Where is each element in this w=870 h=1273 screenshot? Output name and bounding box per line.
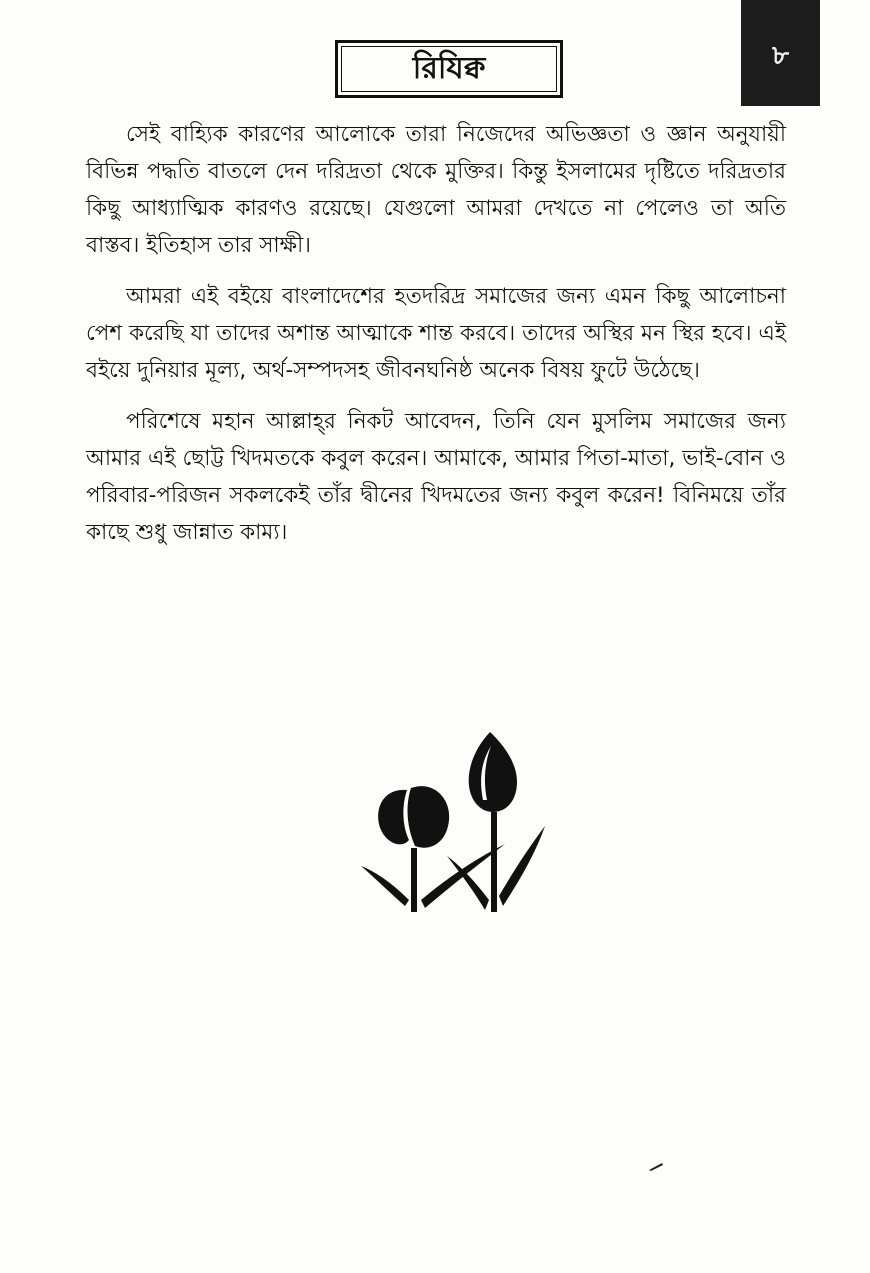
paragraph-3: পরিশেষে মহান আল্লাহ্‌র নিকট আবেদন, তিনি যেন মুসলিম সমাজের জন্য আমার এই ছোট্ট খিদমতকে কবুল করেন। আমাকে, আমার পিতা-মাতা, ভাই-বোন ও পরিবার-পরিজন সকলকেই তাঁর দ্বীনের খিদমতের জন্য কবুল করেন! বিনিময়ে তাঁর কাছে শুধু জান্নাত কাম্য। (86, 409, 786, 545)
chapter-title: রিযিক্ব (412, 51, 486, 86)
page-number: ৮ (772, 41, 789, 71)
page-number-tab (741, 0, 820, 106)
body-text (86, 116, 786, 565)
left-tulip-stem (411, 848, 417, 912)
right-tulip-leaf-right (499, 826, 545, 906)
tulip-ornament-icon (355, 728, 550, 918)
chapter-title-box (335, 40, 563, 98)
paragraph-1: সেই বাহ্যিক কারণের আলোকে তারা নিজেদের অভিজ্ঞতা ও জ্ঞান অনুযায়ী বিভিন্ন পদ্ধতি বাতলে দেন দরিদ্রতা থেকে মুক্তির। কিন্তু ইসলামের দৃষ্টিতে দরিদ্রতার কিছু আধ্যাত্মিক কারণও রয়েছে। যেগুলো আমরা দেখতে না পেলেও তা অতি বাস্তব। ইতিহাস তার সাক্ষী। (86, 122, 786, 258)
left-tulip-leaf-left (361, 866, 409, 906)
right-tulip-stem (491, 812, 497, 912)
right-tulip-head (469, 732, 517, 812)
left-tulip-petal-right (408, 786, 450, 848)
left-tulip-petal-left (378, 790, 409, 845)
ink-speck-icon (648, 1160, 664, 1172)
paragraph-2: আমরা এই বইয়ে বাংলাদেশের হতদরিদ্র সমাজের জন্য এমন কিছু আলোচনা পেশ করেছি যা তাদের অশান্ত আত্মাকে শান্ত করবে। তাদের অস্থির মন স্থির হবে। এই বইয়ে দুনিয়ার মূল্য, অর্থ-সম্পদসহ জীবনঘনিষ্ঠ অনেক বিষয় ফুটে উঠেছে। (86, 284, 786, 383)
